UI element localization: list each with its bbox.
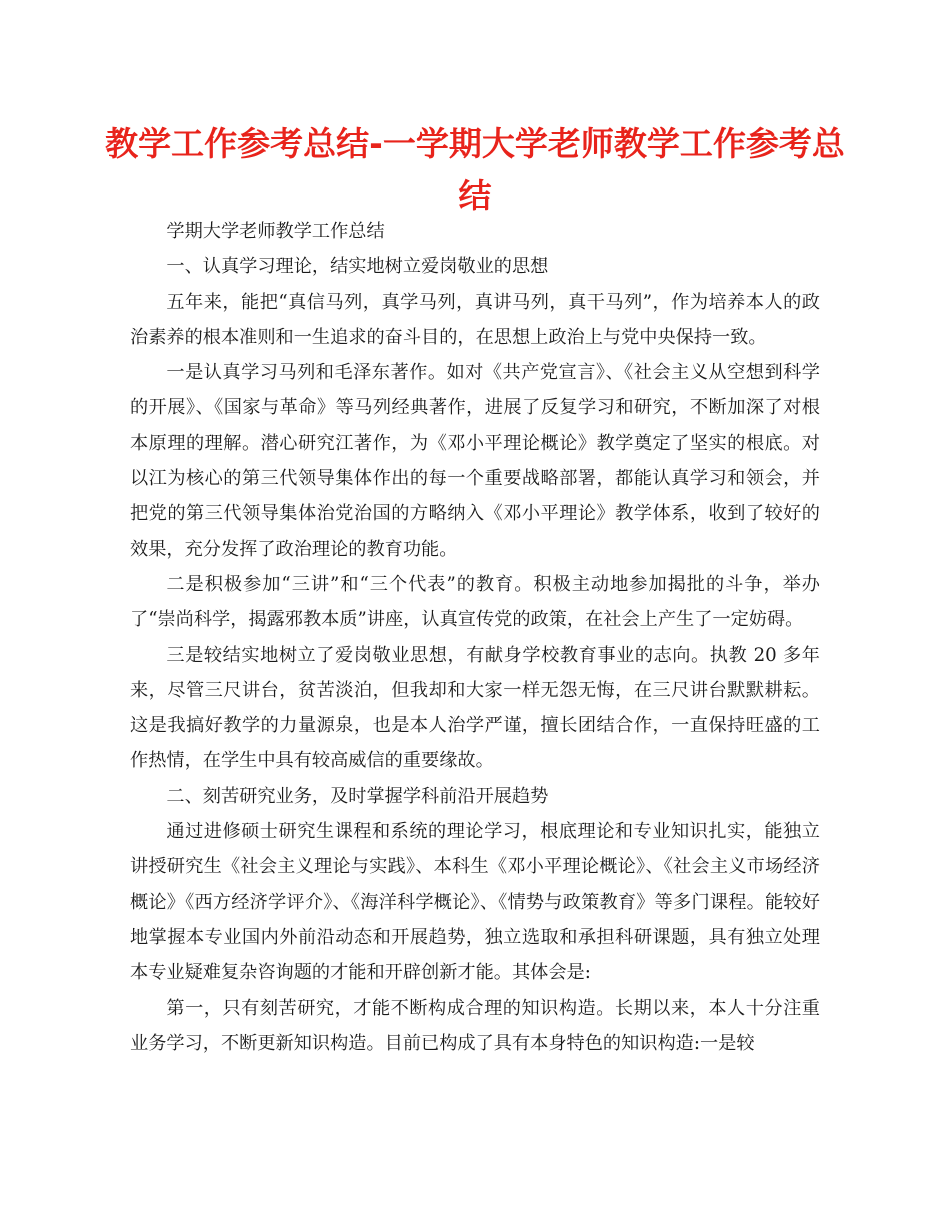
paragraph-heading-2: 二、刻苦研究业务，及时掌握学科前沿开展趋势 bbox=[166, 785, 549, 807]
document-title: 教学工作参考总结-一学期大学老师教学工作参考总结 bbox=[105, 124, 845, 215]
paragraph-subtitle: 学期大学老师教学工作总结 bbox=[166, 221, 385, 242]
paragraph-heading-1: 一、认真学习理论，结实地树立爱岗敬业的思想 bbox=[166, 256, 549, 278]
paragraph: 三是较结实地树立了爱岗敬业思想，有献身学校教育事业的志向。执教 20 多年来，尽管三尺讲台，贫苦淡泊，但我却和大家一样无怨无悔，在三尺讲台默默耕耘。这是我搞好教学的力量源泉，也是本人治学严谨，擅长团结合作，一直保持旺盛的工作热情，在学生中具有较高威信的重要缘故。 bbox=[130, 644, 820, 772]
paragraph: 一是认真学习马列和毛泽东著作。如对《共产党宣言》、《社会主义从空想到科学的开展》、《国家与革命》等马列经典著作，进展了反复学习和研究，不断加深了对根本原理的理解。潜心研究江著作，为《邓小平理论概论》教学奠定了坚实的根底。对以江为核心的第三代领导集体作出的每一个重要战略部署，都能认真学习和领会，并把党的第三代领导集体治党治国的方略纳入《邓小平理论》教学体系，收到了较好的效果，充分发挥了政治理论的教育功能。 bbox=[130, 362, 820, 560]
paragraph: 五年来，能把“真信马列，真学马列，真讲马列，真干马列”，作为培养本人的政治素养的根本准则和一生追求的奋斗目的，在思想上政治上与党中央保持一致。 bbox=[130, 291, 820, 348]
paragraph: 二是积极参加“三讲”和“三个代表”的教育。积极主动地参加揭批的斗争，举办了“崇尚科学，揭露邪教本质”讲座，认真宣传党的政策，在社会上产生了一定妨碍。 bbox=[130, 573, 820, 631]
paragraph: 第一，只有刻苦研究，才能不断构成合理的知识构造。长期以来，本人十分注重业务学习，不断更新知识构造。目前已构成了具有本身特色的知识构造:一是较 bbox=[130, 997, 820, 1054]
document-body bbox=[130, 214, 820, 1061]
paragraph: 通过进修硕士研究生课程和系统的理论学习，根底理论和专业知识扎实，能独立讲授研究生《社会主义理论与实践》、本科生《邓小平理论概论》、《社会主义市场经济概论》《西方经济学评介》、《海洋科学概论》、《情势与政策教育》等多门课程。能较好地掌握本专业国内外前沿动态和开展趋势，独立选取和承担科研课题，具有独立处理本专业疑难复杂咨询题的才能和开辟创新才能。其体会是: bbox=[130, 821, 820, 984]
